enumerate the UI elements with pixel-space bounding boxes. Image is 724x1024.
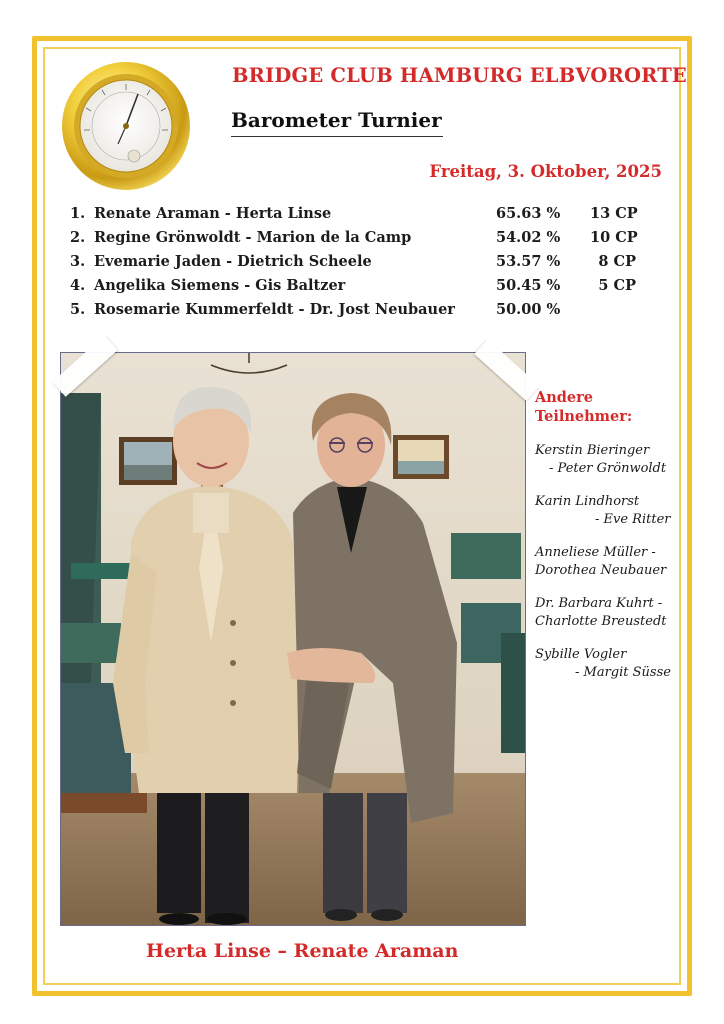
participant-pair [535, 544, 675, 580]
participant-pair [535, 442, 675, 478]
other-participants-heading [535, 388, 632, 426]
other-participants-heading-line1: Andere [535, 389, 594, 406]
result-percent: 50.45 % [496, 277, 561, 294]
pair-line2: - Peter Grönwoldt [549, 461, 667, 476]
group-photo [60, 352, 526, 926]
result-rank: 3. [70, 253, 86, 270]
result-cp: 8 CP [598, 253, 636, 270]
tournament-title: Barometer Turnier [231, 108, 443, 137]
pair-line1: Karin Lindhorst [535, 494, 640, 509]
result-percent: 65.63 % [496, 205, 561, 222]
participant-pair [535, 493, 675, 529]
pair-line1: Kerstin Bieringer [535, 443, 650, 458]
pair-line1: Anneliese Müller - [535, 545, 656, 560]
results-table [70, 205, 650, 325]
pair-line2: - Eve Ritter [595, 512, 671, 527]
tournament-date: Freitag, 3. Oktober, 2025 [429, 162, 662, 181]
result-names: Renate Araman - Herta Linse [94, 205, 332, 222]
photo-illustration [61, 353, 526, 926]
result-rank: 1. [70, 205, 86, 222]
result-names: Rosemarie Kummerfeldt - Dr. Jost Neubauer [94, 301, 455, 318]
result-row [70, 205, 650, 229]
result-row [70, 253, 650, 277]
result-row [70, 301, 650, 325]
pair-line2: - Margit Süsse [575, 665, 671, 680]
result-cp: 13 CP [590, 205, 638, 222]
other-participants-heading-line2: Teilnehmer: [535, 408, 633, 425]
result-rank: 2. [70, 229, 86, 246]
result-percent: 53.57 % [496, 253, 561, 270]
result-percent: 54.02 % [496, 229, 561, 246]
result-row [70, 229, 650, 253]
pair-line2: Charlotte Breustedt [535, 614, 667, 629]
result-rank: 4. [70, 277, 86, 294]
result-names: Evemarie Jaden - Dietrich Scheele [94, 253, 372, 270]
result-names: Regine Grönwoldt - Marion de la Camp [94, 229, 412, 246]
result-names: Angelika Siemens - Gis Baltzer [94, 277, 346, 294]
result-percent: 50.00 % [496, 301, 561, 318]
other-participants-list [535, 442, 675, 697]
barometer-icon [60, 60, 192, 192]
result-cp: 5 CP [598, 277, 636, 294]
club-title: BRIDGE CLUB HAMBURG ELBVORORTE [232, 64, 687, 87]
result-row [70, 277, 650, 301]
pair-line2: Dorothea Neubauer [535, 563, 667, 578]
result-cp: 10 CP [590, 229, 638, 246]
participant-pair [535, 595, 675, 631]
participant-pair [535, 646, 675, 682]
pair-line1: Dr. Barbara Kuhrt - [535, 596, 663, 611]
result-rank: 5. [70, 301, 86, 318]
photo-caption: Herta Linse – Renate Araman [146, 940, 459, 962]
pair-line1: Sybille Vogler [535, 647, 627, 662]
